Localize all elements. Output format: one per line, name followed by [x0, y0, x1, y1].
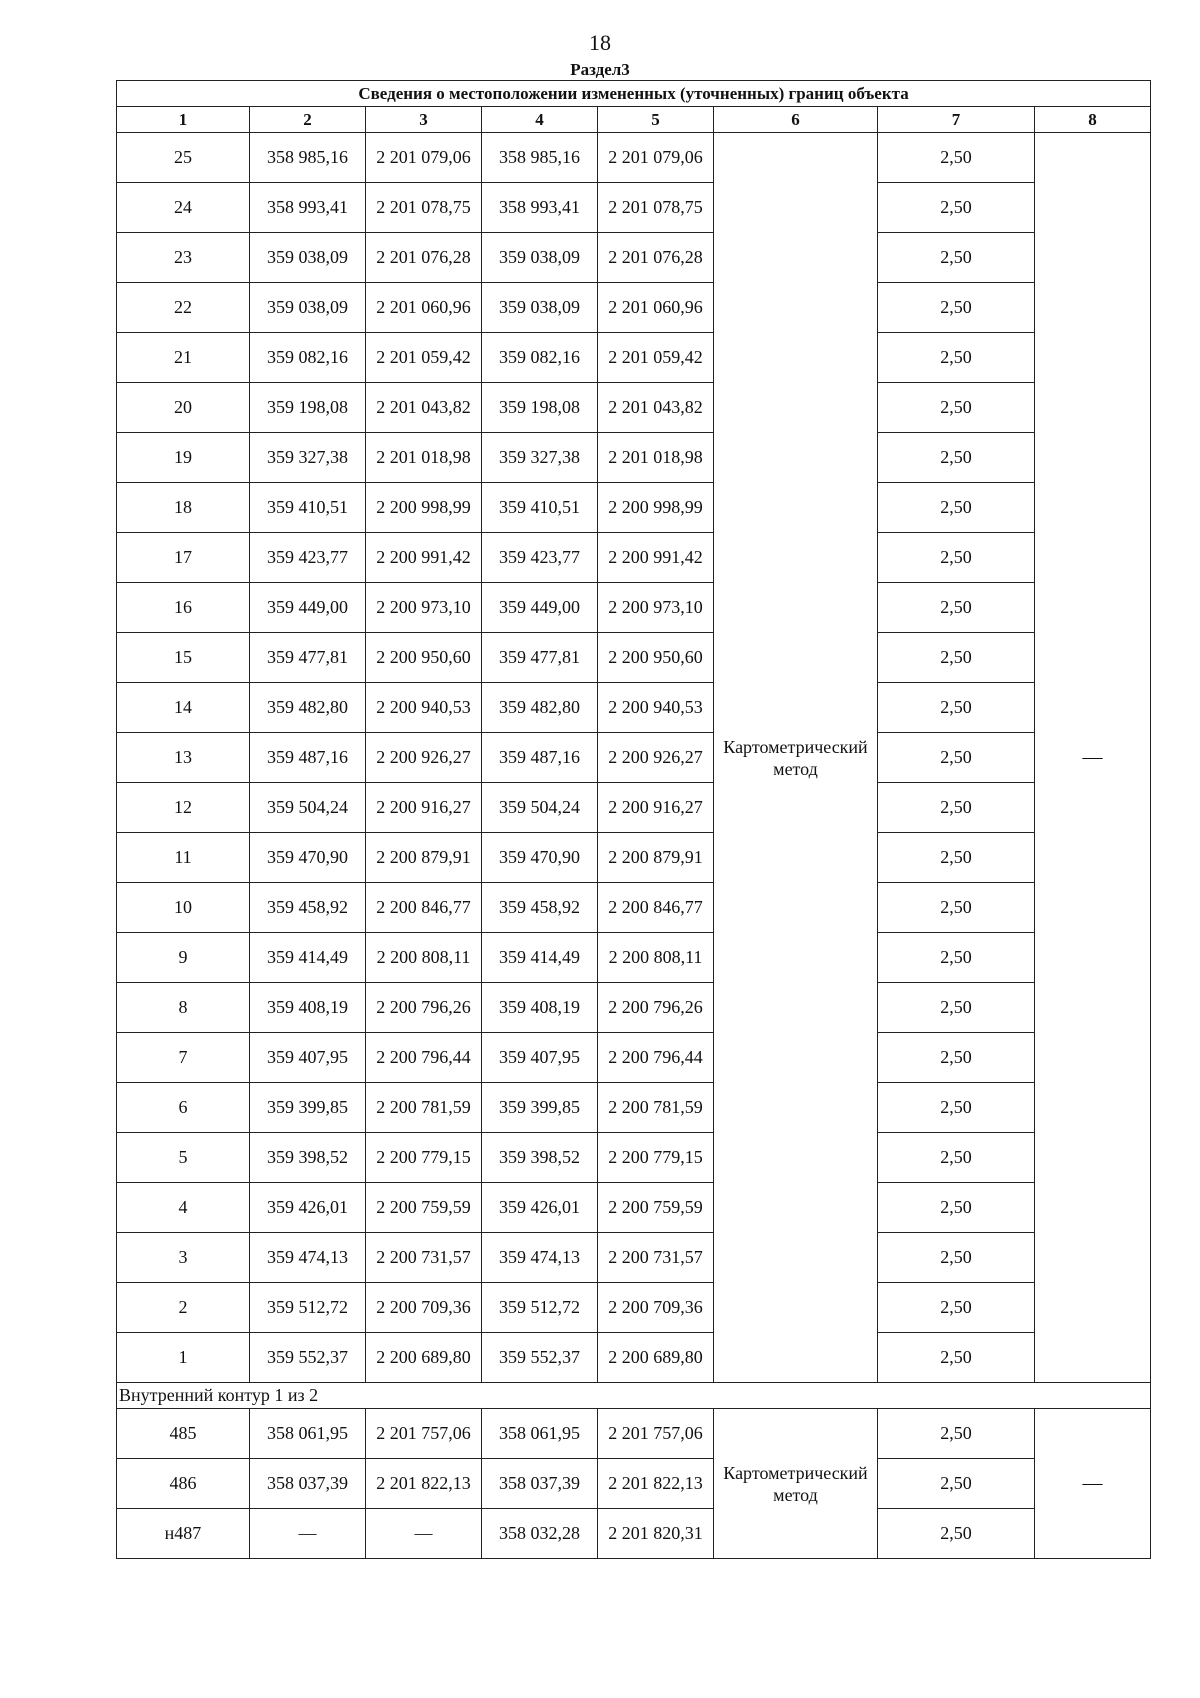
accuracy-value: 2,50	[878, 333, 1035, 383]
new-y-coordinate: 2 200 926,27	[598, 733, 714, 783]
old-y-coordinate: 2 201 060,96	[366, 283, 482, 333]
point-number: 23	[117, 233, 250, 283]
table-row	[117, 1409, 1151, 1459]
old-x-coordinate: 359 470,90	[250, 833, 366, 883]
column-header-4: 4	[482, 107, 598, 133]
new-y-coordinate: 2 200 998,99	[598, 483, 714, 533]
column-header-6: 6	[714, 107, 878, 133]
old-y-coordinate: 2 200 796,26	[366, 983, 482, 1033]
point-number: 15	[117, 633, 250, 683]
accuracy-value: 2,50	[878, 583, 1035, 633]
determination-method: Картометрический метод	[714, 133, 878, 1383]
old-x-coordinate: 359 198,08	[250, 383, 366, 433]
table-row	[117, 633, 1151, 683]
old-y-coordinate: 2 200 991,42	[366, 533, 482, 583]
old-x-coordinate: 358 985,16	[250, 133, 366, 183]
new-y-coordinate: 2 201 757,06	[598, 1409, 714, 1459]
table-caption-row	[117, 81, 1151, 107]
old-x-coordinate: 359 426,01	[250, 1183, 366, 1233]
old-x-coordinate: 358 993,41	[250, 183, 366, 233]
old-x-coordinate: 359 474,13	[250, 1233, 366, 1283]
table-row	[117, 433, 1151, 483]
point-number: 9	[117, 933, 250, 983]
accuracy-value: 2,50	[878, 533, 1035, 583]
old-y-coordinate: 2 200 709,36	[366, 1283, 482, 1333]
table-row	[117, 283, 1151, 333]
accuracy-value: 2,50	[878, 183, 1035, 233]
table-row	[117, 133, 1151, 183]
table-body	[117, 81, 1151, 1559]
new-x-coordinate: 359 398,52	[482, 1133, 598, 1183]
new-x-coordinate: 359 407,95	[482, 1033, 598, 1083]
old-x-coordinate: 359 082,16	[250, 333, 366, 383]
old-x-coordinate: 358 061,95	[250, 1409, 366, 1459]
new-x-coordinate: 359 482,80	[482, 683, 598, 733]
column-header-8: 8	[1035, 107, 1151, 133]
old-x-coordinate: 359 414,49	[250, 933, 366, 983]
table-caption: Сведения о местоположении измененных (уточненных) границ объекта	[117, 81, 1151, 107]
new-x-coordinate: 358 993,41	[482, 183, 598, 233]
accuracy-value: 2,50	[878, 1459, 1035, 1509]
old-x-coordinate: 359 512,72	[250, 1283, 366, 1333]
table-row	[117, 183, 1151, 233]
accuracy-value: 2,50	[878, 683, 1035, 733]
new-y-coordinate: 2 200 808,11	[598, 933, 714, 983]
point-number: н487	[117, 1509, 250, 1559]
old-y-coordinate: 2 200 940,53	[366, 683, 482, 733]
point-number: 4	[117, 1183, 250, 1233]
old-y-coordinate: 2 201 822,13	[366, 1459, 482, 1509]
column-header-3: 3	[366, 107, 482, 133]
accuracy-value: 2,50	[878, 883, 1035, 933]
table-row	[117, 883, 1151, 933]
new-y-coordinate: 2 200 731,57	[598, 1233, 714, 1283]
contour-label: Внутренний контур 1 из 2	[117, 1383, 1151, 1409]
point-number: 486	[117, 1459, 250, 1509]
old-y-coordinate: 2 201 757,06	[366, 1409, 482, 1459]
new-y-coordinate: 2 200 950,60	[598, 633, 714, 683]
old-y-coordinate: 2 200 779,15	[366, 1133, 482, 1183]
point-number: 13	[117, 733, 250, 783]
old-y-coordinate: 2 200 998,99	[366, 483, 482, 533]
table-row	[117, 683, 1151, 733]
new-y-coordinate: 2 200 759,59	[598, 1183, 714, 1233]
old-y-coordinate: 2 200 689,80	[366, 1333, 482, 1383]
accuracy-value: 2,50	[878, 933, 1035, 983]
old-y-coordinate: 2 200 808,11	[366, 933, 482, 983]
table-row	[117, 233, 1151, 283]
point-number: 485	[117, 1409, 250, 1459]
table-row	[117, 333, 1151, 383]
point-number: 24	[117, 183, 250, 233]
new-y-coordinate: 2 201 076,28	[598, 233, 714, 283]
old-y-coordinate: 2 201 076,28	[366, 233, 482, 283]
new-x-coordinate: 359 082,16	[482, 333, 598, 383]
old-y-coordinate: 2 200 973,10	[366, 583, 482, 633]
new-y-coordinate: 2 201 078,75	[598, 183, 714, 233]
old-x-coordinate: 359 399,85	[250, 1083, 366, 1133]
accuracy-value: 2,50	[878, 783, 1035, 833]
accuracy-value: 2,50	[878, 1033, 1035, 1083]
new-x-coordinate: 358 061,95	[482, 1409, 598, 1459]
old-x-coordinate: 359 038,09	[250, 283, 366, 333]
new-x-coordinate: 359 552,37	[482, 1333, 598, 1383]
table-row	[117, 533, 1151, 583]
old-y-coordinate: 2 201 059,42	[366, 333, 482, 383]
new-y-coordinate: 2 201 079,06	[598, 133, 714, 183]
table-row	[117, 983, 1151, 1033]
new-x-coordinate: 358 985,16	[482, 133, 598, 183]
old-y-coordinate: 2 200 916,27	[366, 783, 482, 833]
point-number: 11	[117, 833, 250, 883]
accuracy-value: 2,50	[878, 483, 1035, 533]
old-x-coordinate: 359 449,00	[250, 583, 366, 633]
new-y-coordinate: 2 200 779,15	[598, 1133, 714, 1183]
table-row	[117, 1133, 1151, 1183]
old-x-coordinate: 359 407,95	[250, 1033, 366, 1083]
new-y-coordinate: 2 200 796,44	[598, 1033, 714, 1083]
accuracy-value: 2,50	[878, 833, 1035, 883]
point-number: 18	[117, 483, 250, 533]
new-x-coordinate: 359 426,01	[482, 1183, 598, 1233]
point-number: 2	[117, 1283, 250, 1333]
new-y-coordinate: 2 200 940,53	[598, 683, 714, 733]
old-y-coordinate: 2 201 018,98	[366, 433, 482, 483]
column-header-1: 1	[117, 107, 250, 133]
table-row	[117, 1333, 1151, 1383]
table-row	[117, 933, 1151, 983]
old-x-coordinate: —	[250, 1509, 366, 1559]
old-x-coordinate: 359 552,37	[250, 1333, 366, 1383]
new-y-coordinate: 2 200 689,80	[598, 1333, 714, 1383]
old-y-coordinate: 2 200 950,60	[366, 633, 482, 683]
old-x-coordinate: 359 482,80	[250, 683, 366, 733]
old-y-coordinate: 2 200 731,57	[366, 1233, 482, 1283]
point-number: 6	[117, 1083, 250, 1133]
column-header-row	[117, 107, 1151, 133]
table-row	[117, 783, 1151, 833]
new-y-coordinate: 2 200 879,91	[598, 833, 714, 883]
new-x-coordinate: 359 038,09	[482, 283, 598, 333]
old-x-coordinate: 359 504,24	[250, 783, 366, 833]
point-number: 19	[117, 433, 250, 483]
table-row	[117, 1083, 1151, 1133]
column-header-7: 7	[878, 107, 1035, 133]
new-y-coordinate: 2 201 822,13	[598, 1459, 714, 1509]
accuracy-value: 2,50	[878, 633, 1035, 683]
new-x-coordinate: 359 487,16	[482, 733, 598, 783]
old-x-coordinate: 359 487,16	[250, 733, 366, 783]
accuracy-value: 2,50	[878, 1183, 1035, 1233]
new-x-coordinate: 359 399,85	[482, 1083, 598, 1133]
new-y-coordinate: 2 201 043,82	[598, 383, 714, 433]
page-number: 18	[589, 30, 611, 55]
accuracy-value: 2,50	[878, 383, 1035, 433]
old-x-coordinate: 359 038,09	[250, 233, 366, 283]
new-y-coordinate: 2 200 846,77	[598, 883, 714, 933]
point-number: 22	[117, 283, 250, 333]
accuracy-value: 2,50	[878, 1233, 1035, 1283]
old-y-coordinate: 2 200 759,59	[366, 1183, 482, 1233]
new-y-coordinate: 2 201 820,31	[598, 1509, 714, 1559]
point-number: 7	[117, 1033, 250, 1083]
new-x-coordinate: 359 410,51	[482, 483, 598, 533]
table-row	[117, 833, 1151, 883]
point-number: 16	[117, 583, 250, 633]
determination-method: Картометрический метод	[714, 1409, 878, 1559]
table-row	[117, 1459, 1151, 1509]
new-y-coordinate: 2 200 973,10	[598, 583, 714, 633]
old-y-coordinate: 2 200 879,91	[366, 833, 482, 883]
table-row	[117, 583, 1151, 633]
table-row	[117, 733, 1151, 783]
accuracy-value: 2,50	[878, 433, 1035, 483]
table-row	[117, 1033, 1151, 1083]
new-x-coordinate: 359 474,13	[482, 1233, 598, 1283]
old-y-coordinate: —	[366, 1509, 482, 1559]
accuracy-value: 2,50	[878, 283, 1035, 333]
new-x-coordinate: 359 327,38	[482, 433, 598, 483]
old-y-coordinate: 2 201 078,75	[366, 183, 482, 233]
new-x-coordinate: 359 423,77	[482, 533, 598, 583]
accuracy-value: 2,50	[878, 1083, 1035, 1133]
accuracy-value: 2,50	[878, 733, 1035, 783]
point-number: 17	[117, 533, 250, 583]
old-y-coordinate: 2 201 043,82	[366, 383, 482, 433]
old-y-coordinate: 2 200 926,27	[366, 733, 482, 783]
accuracy-value: 2,50	[878, 1333, 1035, 1383]
new-x-coordinate: 358 032,28	[482, 1509, 598, 1559]
old-x-coordinate: 359 410,51	[250, 483, 366, 533]
column-header-5: 5	[598, 107, 714, 133]
old-y-coordinate: 2 201 079,06	[366, 133, 482, 183]
new-x-coordinate: 359 414,49	[482, 933, 598, 983]
table-row	[117, 383, 1151, 433]
old-y-coordinate: 2 200 796,44	[366, 1033, 482, 1083]
point-number: 1	[117, 1333, 250, 1383]
new-x-coordinate: 359 038,09	[482, 233, 598, 283]
point-number: 12	[117, 783, 250, 833]
old-x-coordinate: 359 408,19	[250, 983, 366, 1033]
section-title: Раздел3	[570, 60, 630, 79]
old-y-coordinate: 2 200 846,77	[366, 883, 482, 933]
new-x-coordinate: 359 512,72	[482, 1283, 598, 1333]
accuracy-value: 2,50	[878, 1133, 1035, 1183]
new-y-coordinate: 2 200 709,36	[598, 1283, 714, 1333]
old-x-coordinate: 359 327,38	[250, 433, 366, 483]
table-row	[117, 1233, 1151, 1283]
point-number: 5	[117, 1133, 250, 1183]
old-x-coordinate: 359 477,81	[250, 633, 366, 683]
old-x-coordinate: 359 458,92	[250, 883, 366, 933]
table-row	[117, 1509, 1151, 1559]
new-y-coordinate: 2 200 991,42	[598, 533, 714, 583]
new-x-coordinate: 359 458,92	[482, 883, 598, 933]
old-x-coordinate: 358 037,39	[250, 1459, 366, 1509]
accuracy-value: 2,50	[878, 1509, 1035, 1559]
accuracy-value: 2,50	[878, 1409, 1035, 1459]
old-y-coordinate: 2 200 781,59	[366, 1083, 482, 1133]
table-row	[117, 1183, 1151, 1233]
point-number: 25	[117, 133, 250, 183]
boundary-coordinates-table	[116, 80, 1151, 1559]
old-x-coordinate: 359 423,77	[250, 533, 366, 583]
new-x-coordinate: 358 037,39	[482, 1459, 598, 1509]
new-x-coordinate: 359 198,08	[482, 383, 598, 433]
point-description: —	[1035, 1409, 1151, 1559]
new-y-coordinate: 2 200 916,27	[598, 783, 714, 833]
new-y-coordinate: 2 201 060,96	[598, 283, 714, 333]
new-y-coordinate: 2 200 781,59	[598, 1083, 714, 1133]
point-number: 3	[117, 1233, 250, 1283]
new-x-coordinate: 359 477,81	[482, 633, 598, 683]
point-number: 8	[117, 983, 250, 1033]
new-x-coordinate: 359 449,00	[482, 583, 598, 633]
table-row	[117, 483, 1151, 533]
accuracy-value: 2,50	[878, 133, 1035, 183]
table-row	[117, 1283, 1151, 1333]
contour-label-row	[117, 1383, 1151, 1409]
column-header-2: 2	[250, 107, 366, 133]
point-number: 21	[117, 333, 250, 383]
point-description: —	[1035, 133, 1151, 1383]
old-x-coordinate: 359 398,52	[250, 1133, 366, 1183]
new-y-coordinate: 2 201 018,98	[598, 433, 714, 483]
new-x-coordinate: 359 504,24	[482, 783, 598, 833]
accuracy-value: 2,50	[878, 983, 1035, 1033]
accuracy-value: 2,50	[878, 1283, 1035, 1333]
point-number: 20	[117, 383, 250, 433]
new-x-coordinate: 359 408,19	[482, 983, 598, 1033]
accuracy-value: 2,50	[878, 233, 1035, 283]
new-y-coordinate: 2 201 059,42	[598, 333, 714, 383]
new-y-coordinate: 2 200 796,26	[598, 983, 714, 1033]
new-x-coordinate: 359 470,90	[482, 833, 598, 883]
point-number: 14	[117, 683, 250, 733]
point-number: 10	[117, 883, 250, 933]
